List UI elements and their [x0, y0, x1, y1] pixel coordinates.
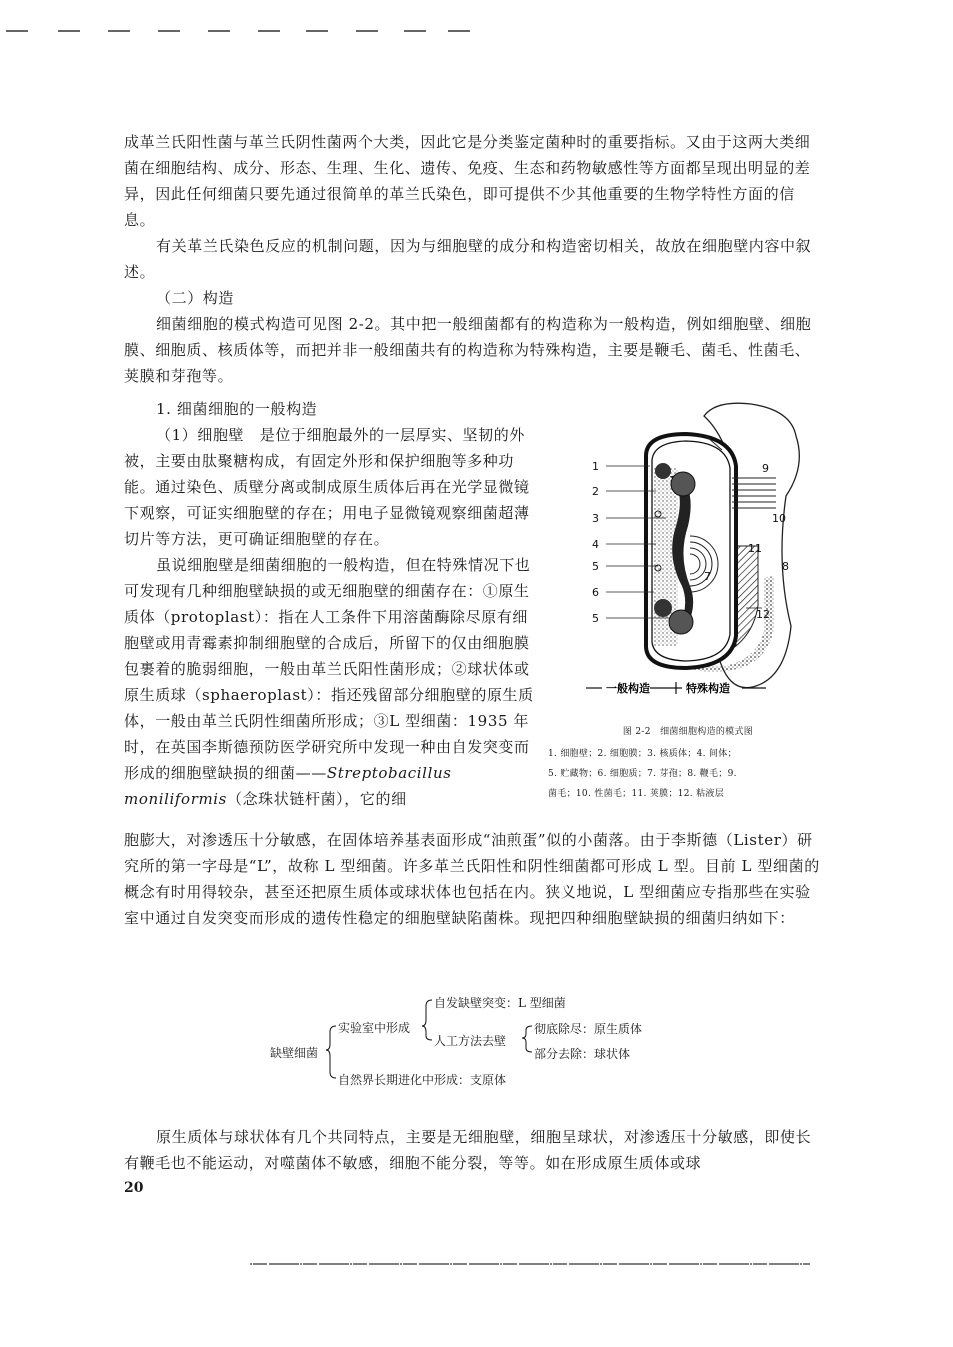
- paragraph: （1）细胞壁 是位于细胞最外的一层厚实、坚韧的外被，主要由肽聚糖构成，有固定外形和保护细胞等多种功能。通过染色、质壁分离或制成原生质体后再在光学显微镜下观察，可证实细胞壁的存在；用电子显微镜观察细菌超薄切片等方法，更可确证细胞壁的存在。: [124, 426, 530, 548]
- caption-title: 图 2-2 细菌细胞构造的模式图: [622, 727, 754, 737]
- label-storage: 5: [592, 560, 599, 573]
- tree-complete-removal: 彻底除尽：原生质体: [534, 1022, 643, 1036]
- paragraph: 成革兰氏阳性菌与革兰氏阴性菌两个大类，因此它是分类鉴定菌种时的重要指标。又由于这两大类细菌在细胞结构、成分、形态、生理、生化、遗传、免疫、生态和药物敏感性等方面都呈现出明显的差异，因此任何细菌只要先通过很简单的革兰氏染色，即可提供不少其他重要的生物学特性方面的信息。: [124, 133, 811, 229]
- general-structure-label: 一般构造: [606, 682, 650, 695]
- label-flagella: 8: [782, 560, 789, 573]
- label-sex-pili: 10: [772, 512, 786, 525]
- label-nucleoid: 3: [592, 512, 599, 525]
- label-cell-membrane: 2: [592, 485, 599, 498]
- page-number: 20: [124, 1180, 144, 1196]
- label-spore: 7: [704, 570, 711, 583]
- paragraph: 原生质体与球状体有几个共同特点，主要是无细胞壁，细胞呈球状，对渗透压十分敏感，即使长有鞭毛也不能运动，对噬菌体不敏感，细胞不能分裂，等等。如在形成原生质体或球: [124, 1128, 812, 1172]
- figure-caption: [548, 725, 828, 807]
- left-column: [124, 396, 536, 812]
- caption-line: 5. 贮藏物；6. 细胞质；7. 芽孢；8. 鞭毛；9.: [548, 769, 737, 779]
- paragraph: 细菌细胞的模式构造可见图 2-2。其中把一般细菌都有的构造称为一般构造，例如细胞壁、细胞膜、细胞质、核质体等，而把并非一般细菌共有的构造称为特殊构造，主要是鞭毛、菌毛、性菌毛、荚膜和芽孢等。: [124, 315, 812, 385]
- label-pili: 9: [762, 462, 769, 475]
- section-heading: （二）构造: [156, 289, 235, 307]
- tree-root: 缺壁细菌: [270, 1046, 319, 1060]
- special-structure-label: 特殊构造: [686, 682, 730, 695]
- species-name: Streptobacillus moniliformis: [124, 764, 452, 808]
- caption-line: 菌毛；10. 性菌毛；11. 荚膜；12. 粘液层: [548, 789, 725, 799]
- label-storage-2: 5: [592, 612, 599, 625]
- label-cell-wall: 1: [592, 460, 599, 473]
- tree-nature: 自然界长期进化中形成：支原体: [338, 1073, 507, 1087]
- tree-artificial: 人工方法去壁: [434, 1034, 507, 1048]
- label-slime-layer: 12: [756, 608, 770, 621]
- body-text-middle: [124, 827, 824, 931]
- tree-spontaneous: 自发缺壁突变：L 型细菌: [434, 996, 566, 1010]
- caption-line: 1. 细胞壁；2. 细胞膜；3. 核质体；4. 间体；: [548, 749, 737, 759]
- header-dash-line: [0, 26, 480, 36]
- tree-lab: 实验室中形成: [338, 1021, 411, 1035]
- label-cytoplasm: 6: [592, 586, 599, 599]
- label-capsule: 11: [748, 542, 762, 555]
- classification-tree: [270, 992, 710, 1088]
- paragraph: 有关革兰氏染色反应的机制问题，因为与细胞壁的成分和构造密切相关，故放在细胞壁内容中叙述。: [124, 237, 812, 281]
- paragraph: 虽说细胞壁是细菌细胞的一般构造，但在特殊情况下也可发现有几种细胞壁缺损的或无细胞壁的细菌存在：①原生质体（protoplast）：指在人工条件下用溶菌酶除尽原有细胞壁或用青霉素抑制细胞壁的合成后，所留下的仅由细胞膜包裹着的脆弱细胞，一般由革兰氏阳性菌形成；②球状体或原生质球（sphaeroplast）：指还残留部分细胞壁的原生质体，一般由革兰氏阴性细菌所形成；③L 型细菌：1935 年时，在英国李斯德预防医学研究所中发现一种由自发突变而形成的细胞壁缺损的细菌——Streptobacillus moniliformis（念珠状链杆菌），它的细: [124, 556, 534, 808]
- body-text-top: [124, 129, 824, 389]
- bottom-scan-line: [250, 1262, 810, 1266]
- body-text-bottom: [124, 1124, 824, 1176]
- subsection-heading: 1. 细菌细胞的一般构造: [156, 400, 318, 418]
- label-mesosome: 4: [592, 538, 599, 551]
- paragraph: 胞膨大，对渗透压十分敏感，在固体培养基表面形成“油煎蛋”似的小菌落。由于李斯德（Lister）研究所的第一字母是“L”，故称 L 型细菌。许多革兰氏阳性和阴性细菌都可形成 L 型。目前 L 型细菌的概念有时用得较杂，甚至还把原生质体或球状体也包括在内。狭义地说，L 型细菌应专指那些在实验室中通过自发突变而形成的遗传性稳定的细胞壁缺陷菌株。现把四种细胞壁缺损的细菌归纳如下：: [124, 831, 820, 927]
- bacterial-cell-diagram: [586, 396, 816, 706]
- tree-partial-removal: 部分去除：球状体: [534, 1047, 631, 1061]
